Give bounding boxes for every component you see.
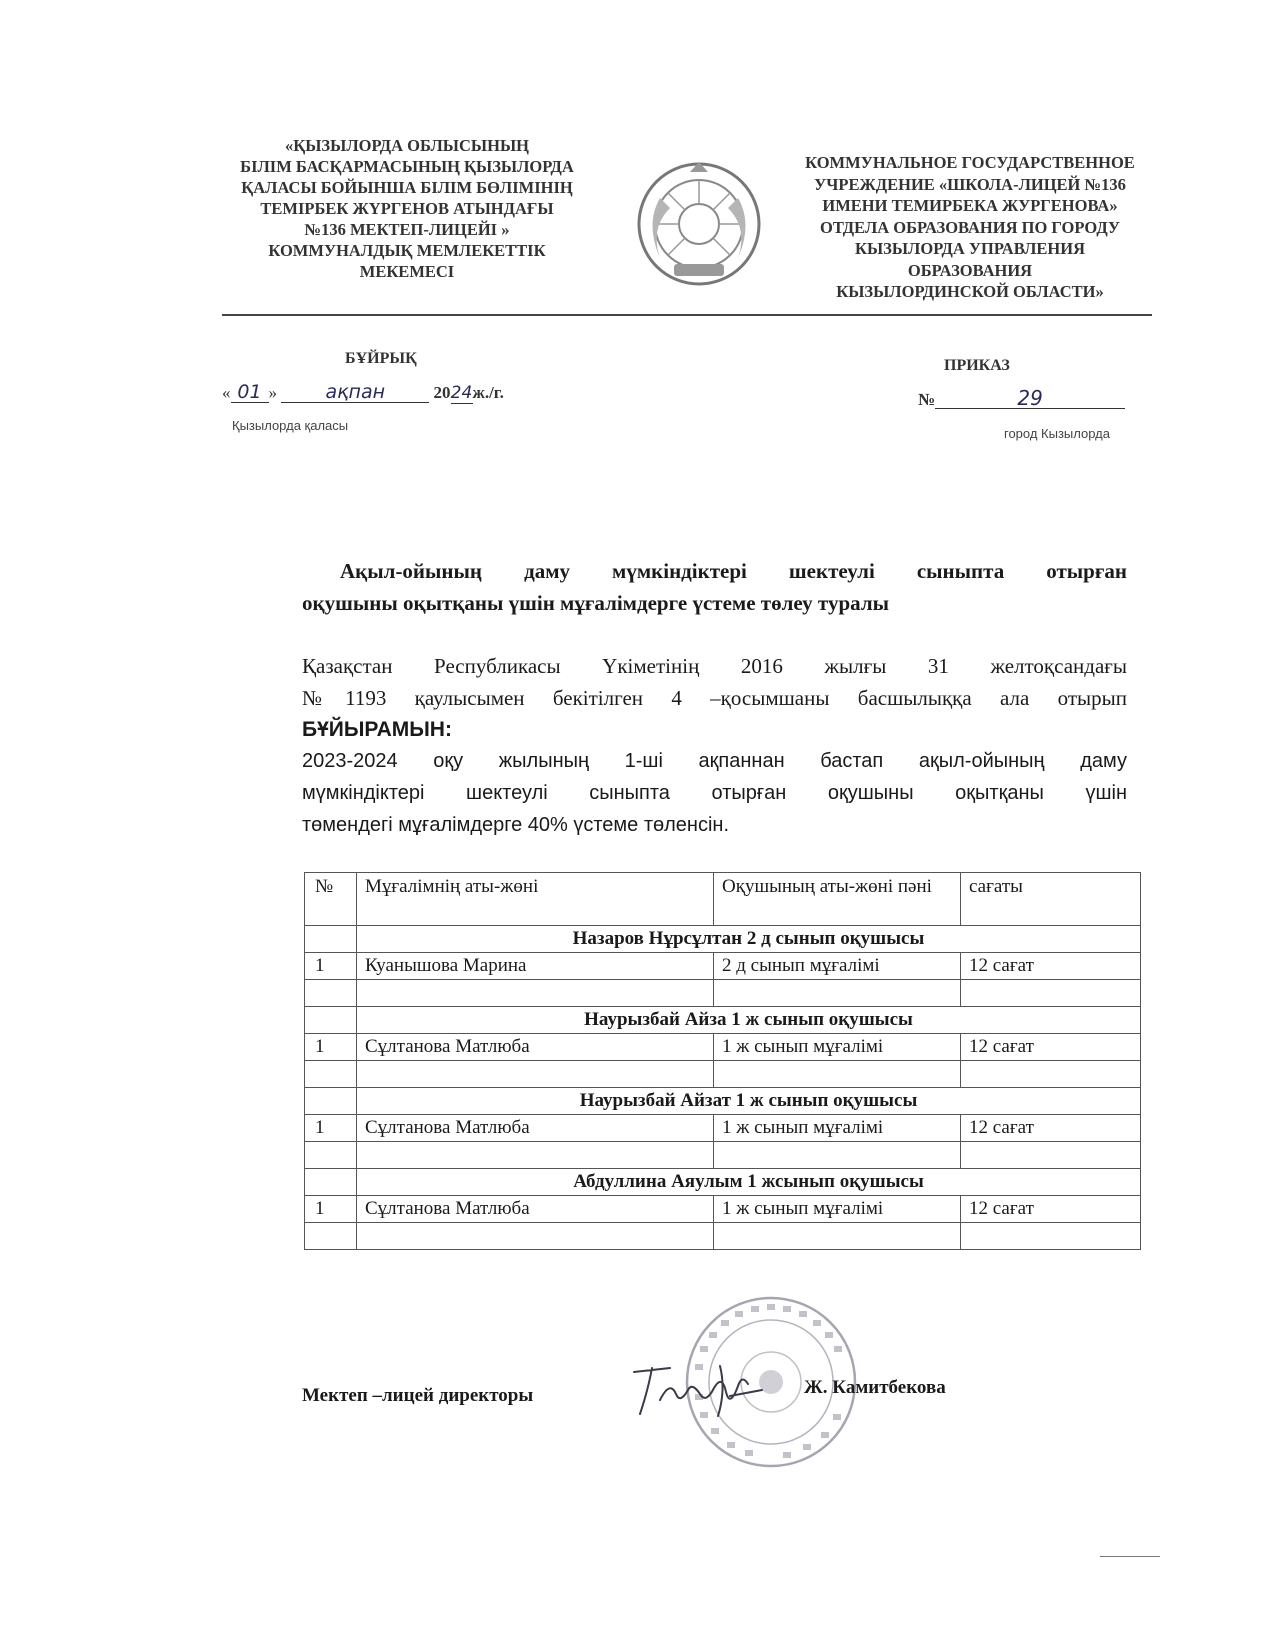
- table-empty-row: [305, 1142, 1141, 1169]
- letterhead-line: БІЛІМ БАСҚАРМАСЫНЫҢ ҚЫЗЫЛОРДА: [240, 157, 574, 176]
- table-empty-row: [305, 980, 1141, 1007]
- empty-cell: [714, 1223, 961, 1250]
- city-kz: Қызылорда қаласы: [232, 418, 349, 433]
- empty-cell: [714, 1142, 961, 1169]
- order-label-kz: БҰЙРЫҚ: [345, 350, 417, 367]
- student-group-title: Наурызбай Айзат 1 ж сынып оқушысы: [357, 1088, 1141, 1115]
- header-cell: сағаты: [961, 873, 1141, 926]
- number-value: 29: [935, 388, 1125, 409]
- table-header-row: [305, 873, 1141, 926]
- paragraph-line: төмендегі мұғалімдерге 40% үстеме төленсін.: [302, 814, 730, 836]
- letterhead-line: МЕКЕМЕСІ: [359, 262, 455, 281]
- date-close-quote: »: [268, 383, 277, 402]
- preamble-paragraph: [302, 650, 1127, 746]
- empty-cell: [714, 980, 961, 1007]
- order-label-ru: ПРИКАЗ: [944, 357, 1010, 374]
- paragraph-line: №1193 қаулысымен бекітілген 4 –қосымшаны басшылыққа ала отырып: [302, 686, 1127, 710]
- empty-cell: [305, 1169, 357, 1196]
- letterhead-line: ОТДЕЛА ОБРАЗОВАНИЯ ПО ГОРОДУ: [820, 217, 1120, 237]
- empty-cell: [305, 980, 357, 1007]
- letterhead-line: ОБРАЗОВАНИЯ: [907, 260, 1033, 280]
- table-row: [305, 1196, 1141, 1223]
- letterhead-line: «ҚЫЗЫЛОРДА ОБЛЫСЫНЫҢ: [285, 136, 529, 155]
- letterhead-line: №136 МЕКТЕП-ЛИЦЕЙІ »: [304, 220, 510, 239]
- empty-cell: [714, 1061, 961, 1088]
- number-sign: №: [918, 390, 936, 409]
- teacher-name: Сұлтанова Матлюба: [357, 1034, 714, 1061]
- date-open-quote: «: [222, 383, 231, 402]
- empty-cell: [305, 1223, 357, 1250]
- empty-cell: [305, 1142, 357, 1169]
- city-ru: город Кызылорда: [1004, 426, 1110, 441]
- teacher-role: 1 ж сынып мұғалімі: [714, 1115, 961, 1142]
- empty-cell: [305, 926, 357, 953]
- order-paragraph: [302, 745, 1127, 841]
- empty-cell: [357, 980, 714, 1007]
- teacher-role: 1 ж сынып мұғалімі: [714, 1196, 961, 1223]
- empty-cell: [961, 1223, 1141, 1250]
- student-group-row: [305, 1169, 1141, 1196]
- empty-cell: [961, 1142, 1141, 1169]
- order-word: БҰЙЫРАМЫН:: [302, 718, 452, 741]
- date-year-prefix: 20: [433, 383, 451, 402]
- letterhead-divider: [222, 314, 1152, 316]
- signatory-title: Мектеп –лицей директоры: [302, 1385, 534, 1406]
- paragraph-line: мүмкіндіктері шектеулі сыныпта отырған оқушыны оқытқаны үшін: [302, 782, 1127, 804]
- letterhead-line: ҚАЛАСЫ БОЙЫНША БІЛІМ БӨЛІМІНІҢ: [241, 178, 573, 197]
- teachers-table: [304, 872, 1141, 1250]
- teacher-role: 2 д сынып мұғалімі: [714, 953, 961, 980]
- empty-cell: [357, 1223, 714, 1250]
- title-line: оқушыны оқытқаны үшін мұғалімдерге үстеме төлеу туралы: [302, 591, 889, 615]
- hours: 12 сағат: [961, 1196, 1141, 1223]
- letterhead-line: ИМЕНИ ТЕМИРБЕКА ЖУРГЕНОВА»: [822, 196, 1118, 215]
- empty-cell: [961, 980, 1141, 1007]
- table-row: [305, 953, 1141, 980]
- bottom-divider: [1100, 1556, 1160, 1557]
- letterhead-kazakh: [222, 135, 592, 282]
- student-group-title: Наурызбай Айза 1 ж сынып оқушысы: [357, 1007, 1141, 1034]
- document-title: [302, 555, 1127, 619]
- student-group-row: [305, 1088, 1141, 1115]
- hours: 12 сағат: [961, 1115, 1141, 1142]
- letterhead-line: КЫЗЫЛОРДИНСКОЙ ОБЛАСТИ»: [836, 282, 1104, 301]
- date-month: ақпан: [281, 382, 429, 403]
- order-date: [222, 382, 504, 404]
- student-group-row: [305, 1007, 1141, 1034]
- teacher-name: Сұлтанова Матлюба: [357, 1115, 714, 1142]
- empty-cell: [357, 1061, 714, 1088]
- empty-cell: [305, 1088, 357, 1115]
- table-row: [305, 1034, 1141, 1061]
- row-number: 1: [305, 1034, 357, 1061]
- letterhead-line: УЧРЕЖДЕНИЕ «ШКОЛА-ЛИЦЕЙ №136: [814, 174, 1126, 194]
- letterhead-line: ТЕМІРБЕК ЖҮРГЕНОВ АТЫНДАҒЫ: [260, 199, 554, 218]
- letterhead-russian: [790, 152, 1150, 303]
- teacher-name: Сұлтанова Матлюба: [357, 1196, 714, 1223]
- teacher-role: 1 ж сынып мұғалімі: [714, 1034, 961, 1061]
- letterhead-line: КОММУНАЛДЫҚ МЕМЛЕКЕТТІК: [268, 241, 546, 260]
- empty-cell: [305, 1061, 357, 1088]
- title-line: Ақыл-ойының даму мүмкіндіктері шектеулі сыныпта отырған: [340, 559, 1127, 583]
- letterhead-line: КОММУНАЛЬНОЕ ГОСУДАРСТВЕННОЕ: [805, 153, 1135, 172]
- row-number: 1: [305, 1115, 357, 1142]
- table-row: [305, 1115, 1141, 1142]
- signatory-name: Ж. Камитбекова: [804, 1377, 946, 1398]
- paragraph-line: Қазақстан Республикасы Үкіметінің 2016 жылғы 31 желтоқсандағы: [302, 654, 1127, 678]
- table-empty-row: [305, 1223, 1141, 1250]
- student-group-row: [305, 926, 1141, 953]
- date-day: 01: [231, 382, 269, 403]
- empty-cell: [305, 1007, 357, 1034]
- row-number: 1: [305, 1196, 357, 1223]
- empty-cell: [961, 1061, 1141, 1088]
- table-empty-row: [305, 1061, 1141, 1088]
- paragraph-line: 2023-2024 оқу жылының 1-ші ақпаннан бастап ақыл-ойының даму: [302, 750, 1127, 772]
- hours: 12 сағат: [961, 953, 1141, 980]
- order-number: [918, 388, 1125, 410]
- teacher-name: Куанышова Марина: [357, 953, 714, 980]
- header-cell: №: [305, 873, 357, 926]
- header-cell: Оқушының аты-жөні пәні: [714, 873, 961, 926]
- date-unit: ж./г.: [472, 383, 504, 402]
- state-emblem-icon: [630, 158, 768, 298]
- handwritten-signature-icon: [630, 1360, 770, 1420]
- letterhead-line: КЫЗЫЛОРДА УПРАВЛЕНИЯ: [854, 239, 1085, 258]
- student-group-title: Назаров Нұрсұлтан 2 д сынып оқушысы: [357, 926, 1141, 953]
- header-cell: Мұғалімнің аты-жөні: [357, 873, 714, 926]
- empty-cell: [357, 1142, 714, 1169]
- row-number: 1: [305, 953, 357, 980]
- hours: 12 сағат: [961, 1034, 1141, 1061]
- student-group-title: Абдуллина Аяулым 1 жсынып оқушысы: [357, 1169, 1141, 1196]
- date-year-suffix: 24: [450, 383, 473, 403]
